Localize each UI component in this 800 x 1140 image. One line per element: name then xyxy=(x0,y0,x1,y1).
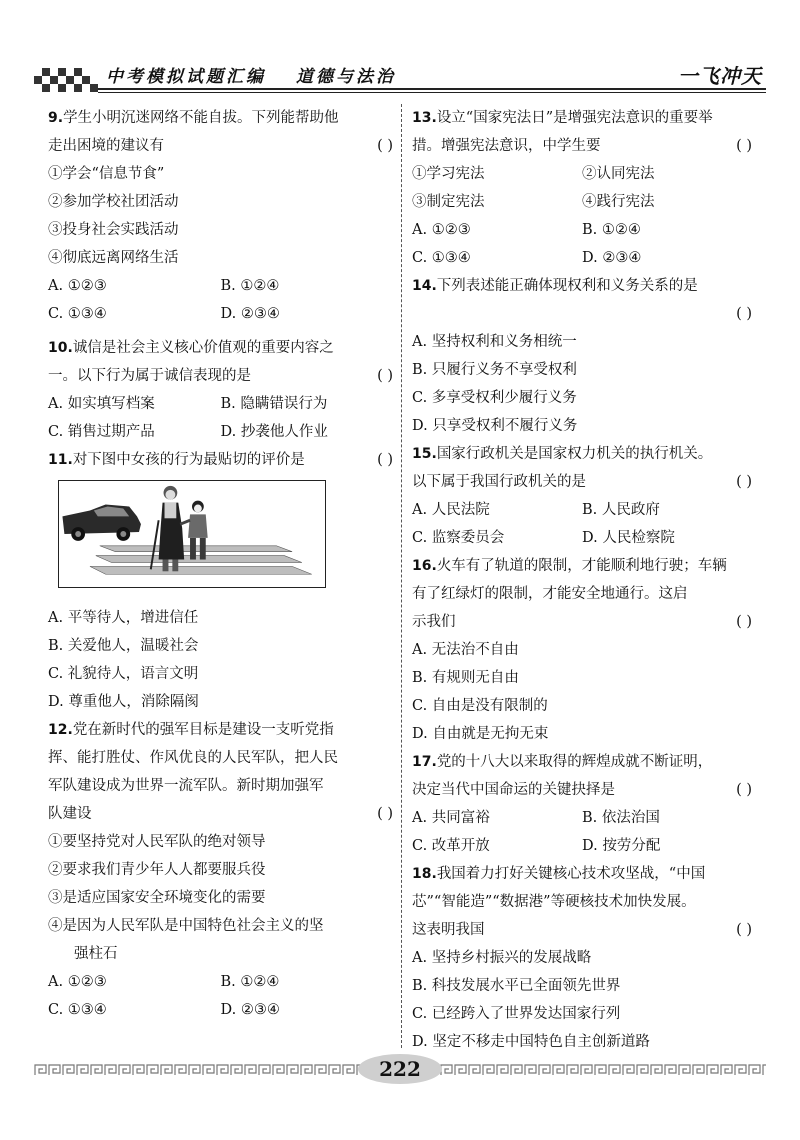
question-14 xyxy=(412,272,752,440)
option-c: C. ①③④ xyxy=(48,1002,107,1018)
page-header xyxy=(34,58,766,94)
statement-item: ①要坚持党对人民军队的绝对领导 xyxy=(48,834,266,850)
option-d: D. 只享受权利不履行义务 xyxy=(412,418,578,434)
question-stem: 下列表述能正确体现权利和义务关系的是 xyxy=(436,278,698,294)
option-c: C. 礼貌待人，语言文明 xyxy=(48,666,199,682)
crosswalk-illustration xyxy=(58,480,326,588)
question-17 xyxy=(412,748,752,860)
option-grid xyxy=(48,968,393,1024)
statement-item: ②要求我们青少年人人都要服兵役 xyxy=(48,862,266,878)
answer-blank: ( ) xyxy=(377,138,393,154)
option-c: C. 改革开放 xyxy=(412,838,490,854)
answer-blank: ( ) xyxy=(377,452,393,468)
question-stem: 以下属于我国行政机关的是 xyxy=(412,474,586,490)
book-title: 中考模拟试题汇编 xyxy=(106,67,266,87)
option-c: C. 多享受权利少履行义务 xyxy=(412,390,577,406)
statement-item: ②参加学校社团活动 xyxy=(48,194,179,210)
question-stem: 设立“国家宪法日”是增强宪法意识的重要举 xyxy=(436,110,713,126)
question-10 xyxy=(48,334,393,446)
option-a: A. 坚持乡村振兴的发展战略 xyxy=(412,950,592,966)
statement-item: ①学会“信息节食” xyxy=(48,166,165,182)
option-c: C. ①③④ xyxy=(412,250,471,266)
question-number: 16. xyxy=(412,558,437,574)
question-stem: 走出困境的建议有 xyxy=(48,138,164,154)
statement-item: ③是适应国家安全环境变化的需要 xyxy=(48,890,266,906)
question-stem: 措。增强宪法意识，中学生要 xyxy=(412,138,601,154)
option-grid xyxy=(48,272,393,328)
option-d: D. ②③④ xyxy=(220,306,280,322)
question-stem: 军队建设成为世界一流军队。新时期加强军 xyxy=(48,778,324,794)
option-a: A. 共同富裕 xyxy=(412,810,490,826)
option-a: A. 人民法院 xyxy=(412,502,490,518)
answer-blank: ( ) xyxy=(377,368,393,384)
statement-item: ④彻底远离网络生活 xyxy=(48,250,179,266)
checker-pattern-icon xyxy=(34,62,98,92)
brand-logo: 一飞冲天 xyxy=(678,64,762,88)
question-stem: 对下图中女孩的行为最贴切的评价是 xyxy=(72,452,305,468)
option-b: B. 有规则无自由 xyxy=(412,670,519,686)
option-d: D. ②③④ xyxy=(582,250,642,266)
option-d: D. 人民检察院 xyxy=(582,530,675,546)
answer-blank: ( ) xyxy=(736,614,752,630)
option-d: D. 自由就是无拘无束 xyxy=(412,726,549,742)
answer-blank: ( ) xyxy=(377,806,393,822)
question-number: 10. xyxy=(48,340,73,356)
option-b: B. ①②④ xyxy=(582,222,641,238)
statement-item-continued: 强柱石 xyxy=(74,946,118,962)
option-grid xyxy=(412,804,752,860)
statement-item: ④践行宪法 xyxy=(582,194,655,210)
question-15 xyxy=(412,440,752,552)
question-stem: 一。以下行为属于诚信表现的是 xyxy=(48,368,251,384)
option-b: B. 人民政府 xyxy=(582,502,660,518)
question-stem: 火车有了轨道的限制，才能顺利地行驶；车辆 xyxy=(436,558,727,574)
option-b: B. ①②④ xyxy=(220,974,280,990)
question-number: 12. xyxy=(48,722,73,738)
column-divider xyxy=(401,104,402,1048)
question-18 xyxy=(412,860,752,1056)
option-a: A. 无法治不自由 xyxy=(412,642,519,658)
statement-item: ③投身社会实践活动 xyxy=(48,222,179,238)
question-stem: 芯”“智能造”“数据港”等硬核技术加快发展。 xyxy=(412,894,696,910)
statement-item: ①学习宪法 xyxy=(412,166,485,182)
option-b: B. 隐瞒错误行为 xyxy=(220,396,328,412)
question-12 xyxy=(48,716,393,1024)
question-9 xyxy=(48,104,393,328)
question-number: 14. xyxy=(412,278,437,294)
option-b: B. 关爱他人，温暖社会 xyxy=(48,638,199,654)
option-a: A. 如实填写档案 xyxy=(48,396,155,412)
question-stem: 示我们 xyxy=(412,614,456,630)
option-a: A. 平等待人，增进信任 xyxy=(48,610,199,626)
option-b: B. ①②④ xyxy=(220,278,280,294)
option-a: A. ①②③ xyxy=(48,278,107,294)
option-c: C. 自由是没有限制的 xyxy=(412,698,548,714)
answer-blank: ( ) xyxy=(736,782,752,798)
subject-title: 道德与法治 xyxy=(296,67,396,87)
question-stem: 决定当代中国命运的关键抉择是 xyxy=(412,782,615,798)
question-number: 11. xyxy=(48,452,73,468)
question-13 xyxy=(412,104,752,272)
option-c: C. 已经跨入了世界发达国家行列 xyxy=(412,1006,621,1022)
question-stem: 这表明我国 xyxy=(412,922,485,938)
answer-blank: ( ) xyxy=(736,306,752,322)
header-rule-thin xyxy=(98,92,766,93)
option-grid xyxy=(412,496,752,552)
question-stem: 队建设 xyxy=(48,806,92,822)
option-b: B. 依法治国 xyxy=(582,810,660,826)
option-c: C. 监察委员会 xyxy=(412,530,505,546)
statement-item: ③制定宪法 xyxy=(412,194,485,210)
option-d: D. 坚定不移走中国特色自主创新道路 xyxy=(412,1034,650,1050)
option-a: A. 坚持权利和义务相统一 xyxy=(412,334,577,350)
option-c: C. ①③④ xyxy=(48,306,107,322)
question-11 xyxy=(48,446,393,716)
question-stem: 我国着力打好关键核心技术攻坚战，“中国 xyxy=(436,866,706,882)
statement-item: ④是因为人民军队是中国特色社会主义的坚 xyxy=(48,918,324,934)
left-column xyxy=(48,104,393,1024)
question-number: 9. xyxy=(48,110,64,126)
question-stem: 挥、能打胜仗、作风优良的人民军队，把人民 xyxy=(48,750,338,766)
option-a: A. ①②③ xyxy=(412,222,471,238)
question-stem: 有了红绿灯的限制，才能安全地通行。这启 xyxy=(412,586,688,602)
page-number: 222 xyxy=(379,1057,421,1081)
question-number: 18. xyxy=(412,866,437,882)
question-stem: 诚信是社会主义核心价值观的重要内容之 xyxy=(72,340,334,356)
statement-item: ②认同宪法 xyxy=(582,166,655,182)
answer-blank: ( ) xyxy=(736,138,752,154)
header-rule xyxy=(98,88,766,90)
option-c: C. 销售过期产品 xyxy=(48,424,155,440)
question-stem: 党的十八大以来取得的辉煌成就不断证明， xyxy=(436,754,713,770)
option-b: B. 科技发展水平已全面领先世界 xyxy=(412,978,621,994)
option-grid xyxy=(48,390,393,446)
question-number: 13. xyxy=(412,110,437,126)
option-d: D. ②③④ xyxy=(220,1002,280,1018)
option-d: D. 按劳分配 xyxy=(582,838,661,854)
question-stem: 党在新时代的强军目标是建设一支听党指 xyxy=(72,722,334,738)
answer-blank: ( ) xyxy=(736,474,752,490)
option-d: D. 抄袭他人作业 xyxy=(220,424,328,440)
option-a: A. ①②③ xyxy=(48,974,107,990)
question-stem: 学生小明沉迷网络不能自拔。下列能帮助他 xyxy=(63,110,339,126)
question-number: 15. xyxy=(412,446,437,462)
option-b: B. 只履行义务不享受权利 xyxy=(412,362,577,378)
option-d: D. 尊重他人，消除隔阂 xyxy=(48,694,199,710)
statement-grid xyxy=(412,160,752,216)
answer-blank: ( ) xyxy=(736,922,752,938)
question-16 xyxy=(412,552,752,748)
question-number: 17. xyxy=(412,754,437,770)
right-column xyxy=(412,104,752,1056)
option-grid xyxy=(412,216,752,272)
question-stem: 国家行政机关是国家权力机关的执行机关。 xyxy=(436,446,713,462)
